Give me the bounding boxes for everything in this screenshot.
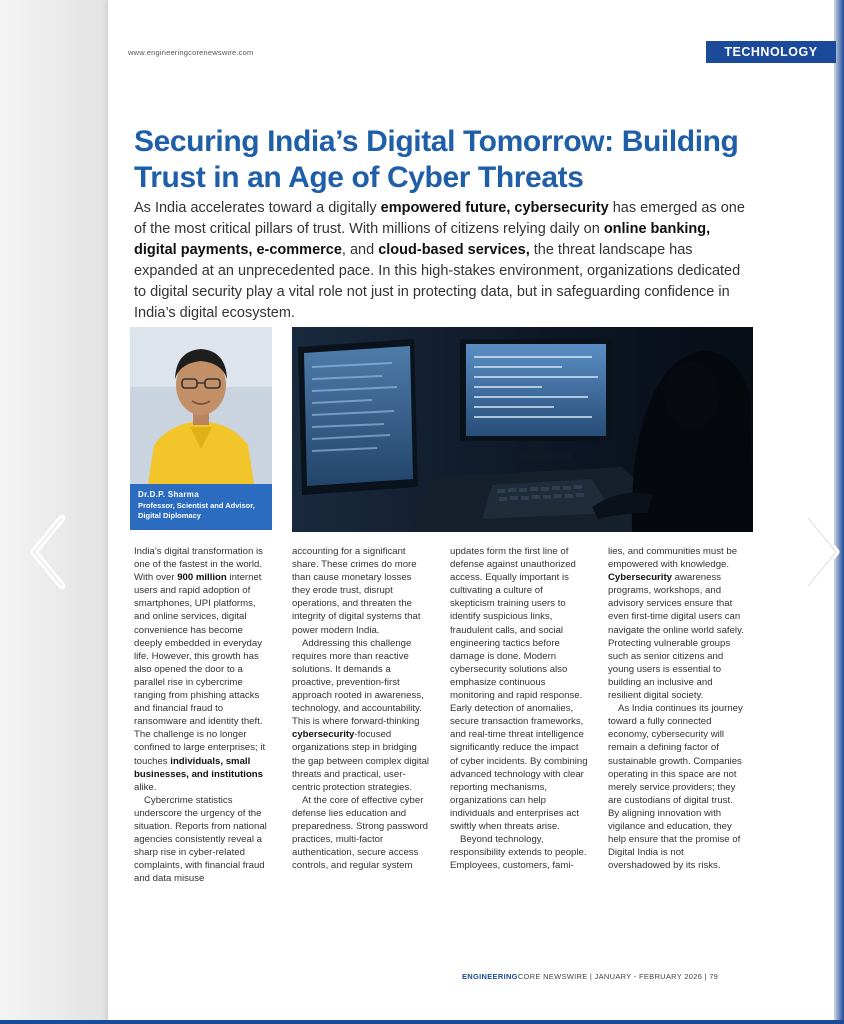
body-emphasis: 900 million: [177, 572, 227, 584]
section-tag: TECHNOLOGY: [706, 41, 836, 63]
body-text: India’s digital transformation is one of the fastest in the world. With over: [134, 546, 263, 584]
body-paragraph: [134, 545, 272, 794]
intro-emphasis: empowered future, cybersecurity: [380, 200, 609, 216]
intro-text: the threat landscape has expanded at an unprecedented pace. In this high-stakes environment, organizations dedicated to digital security play a vital role not just in protecting data, but in safeguarding confidence in India’s digital ecosystem.: [134, 242, 741, 321]
intro-text: , and: [341, 242, 379, 258]
body-text: At the core of effective cyber defense lies education and preparedness. Strong password practices, multi-factor authentication, secure access controls, and regular system: [292, 794, 428, 872]
body-text: As India continues its journey toward a fully connected economy, cybersecurity will remain a defining factor of sustainable growth. Companies operating in this space are not merely service providers; they are custodians of digital trust. By aligning innovation with vigilance and education, they help ensure that the promise of Digital India is not overshadowed by its risks.: [608, 703, 743, 872]
article-body: [134, 545, 754, 940]
body-paragraph: [608, 545, 746, 702]
page-footer: [462, 972, 752, 981]
body-emphasis: individuals, small businesses, and institutions: [134, 755, 264, 780]
intro-emphasis: online banking, digital payments, e-commerce: [134, 221, 711, 258]
body-paragraph: [450, 545, 588, 833]
body-paragraph: [134, 794, 272, 886]
page-bottom-rule: [0, 1020, 844, 1024]
body-emphasis: Cybersecurity: [608, 572, 672, 584]
body-text: updates form the first line of defense against unauthorized access. Equally important is cultivating a culture of skepticism training users to identify suspicious links, fraudulent calls, and social engineering tactics before damage is done. Modern cybersecurity solutions also emphasize continuous monitoring and rapid response. Early detection of anomalies, secure transaction frameworks, and real-time threat intelligence significantly reduce the impact of cyber incidents. By combining advanced technology with clear reporting mechanisms, organizations can help individuals and enterprises act swiftly when threats arise.: [450, 546, 588, 832]
footer-issue: CORE NEWSWIRE | JANUARY - FEBRUARY 2026 | 79: [517, 972, 719, 981]
chevron-left-icon: [24, 512, 70, 592]
author-caption: [130, 484, 272, 530]
previous-page-button[interactable]: [24, 512, 70, 592]
author-title: Professor, Scientist and Advisor, Digital Diplomacy: [138, 501, 255, 520]
chevron-right-icon: [800, 512, 844, 592]
author-photo: [130, 327, 272, 484]
article-column-1: [134, 545, 272, 885]
body-paragraph: [608, 702, 746, 872]
next-page-button[interactable]: [800, 512, 844, 592]
article-title: Securing India’s Digital Tomorrow: Building Trust in an Age of Cyber Threats: [134, 125, 739, 194]
body-paragraph: [292, 794, 430, 873]
author-portrait: [130, 327, 272, 530]
author-name: Dr.D.P. Sharma: [138, 490, 199, 499]
article-column-4: [608, 545, 746, 872]
body-text: Beyond technology, responsibility extends to people. Employees, customers, fami-: [450, 834, 587, 872]
cyber-hero-image: [292, 327, 753, 532]
body-text: -focused organizations step in bridging the gap between complex digital threats and practical, user-centric protection strategies.: [292, 729, 430, 793]
intro-emphasis: cloud-based services,: [378, 242, 530, 258]
body-text: alike.: [134, 781, 157, 793]
article-column-2: [292, 545, 430, 872]
body-text: accounting for a significant share. These crimes do more than cause monetary losses they erode trust, disrupt operations, and threaten the integrity of digital systems that power modern India.: [292, 546, 421, 636]
body-emphasis: cybersecurity: [292, 729, 355, 741]
body-paragraph: [450, 833, 588, 872]
intro-text: As India accelerates toward a digitally: [134, 200, 381, 216]
body-text: internet users and rapid adoption of smartphones, UPI platforms, and online services, digital convenience has become deeply embedded in everyday life. However, this growth has also opened the door to a parallel rise in cybercrime ranging from phishing attacks and financial fraud to ransomware and identity theft. The challenge is no longer confined to large enterprises; it touches: [134, 572, 266, 767]
intro-text: has emerged as one of the most critical pillars of trust. With millions of citizens relying daily on: [134, 200, 745, 237]
body-text: Cybercrime statistics underscore the urgency of the situation. Reports from national agencies consistently reveal a sharp rise in cyber-related complaints, with financial fraud and data misuse: [134, 794, 267, 885]
site-url: www.engineeringcorenewswire.com: [128, 48, 254, 57]
body-paragraph: [292, 545, 430, 637]
body-text: awareness programs, workshops, and advisory services ensure that even first-time digital users can navigate the online world safely. Protecting vulnerable groups such as senior citizens and young users is essential to building an inclusive and resilient digital society.: [608, 572, 744, 702]
body-paragraph: [292, 637, 430, 794]
body-text: lies, and communities must be empowered with knowledge.: [608, 546, 738, 571]
body-text: Addressing this challenge requires more than reactive solutions. It demands a proactive, prevention-first approach rooted in awareness, technology, and accountability. This is where forward-thinking: [292, 637, 424, 728]
footer-brand: ENGINEERING: [462, 972, 518, 981]
article-intro: [134, 198, 746, 324]
article-column-3: [450, 545, 588, 872]
